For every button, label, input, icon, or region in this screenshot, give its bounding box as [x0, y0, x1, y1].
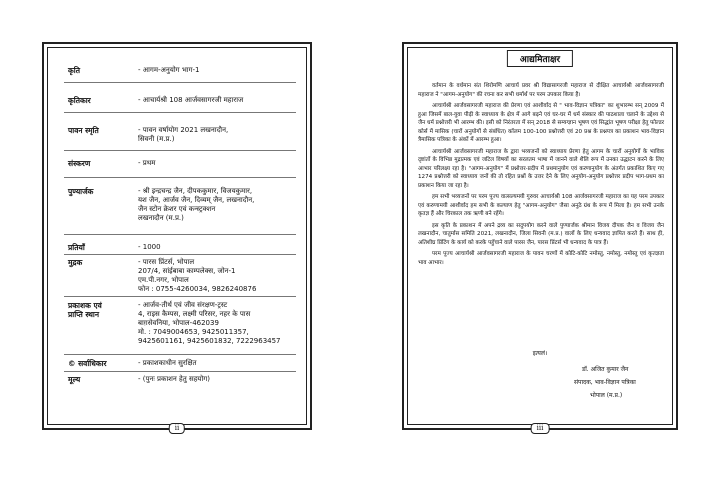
paragraph: परम पूज्य आचार्यश्री आर्जवसागरजी महाराज के पावन चरणों में कोटि-कोटि नमोस्तु, नमोस्तु, नमोस्तु एवं कृतज्ञता भाव आभार।: [418, 251, 664, 266]
signature-role: संपादक, भाव-विज्ञान पत्रिका: [574, 379, 636, 386]
paragraph: हम सभी भव्यजनों पर परम पूज्य वात्सल्यमयी गुरुवर आचार्यश्री 108 आर्जवसागरजी महाराज का यह परम उपकार एवं करुणामयी आशीर्वाद हम सभी के कल्याण हेतु "आगम-अनुयोग" जैसा अनुठे ग्रंथ के रूप में मिला है। हम सभी उनके कृतज्ञ हैं और चिरकाल तक ऋणी बने रहेंगे।: [418, 194, 664, 217]
row-value: - श्री इन्द्रचन्द्र जैन, दीपककुमार, विजयकुमार, यश जैन, आर्जव जैन, दिव्यम् जैन, लखनादौन, जैन स्टोन क्रेशर एवं कन्स्ट्रक्शन लखनादौन (म.प्र.): [138, 187, 255, 222]
row-label: पुण्यार्जक: [68, 187, 94, 196]
signature-name: डॉ. अजित कुमार जैन: [582, 366, 629, 373]
divider: [64, 82, 296, 83]
row-value: - आचार्यश्री 108 आर्जवसागरजी महाराज: [138, 96, 244, 104]
row-label: प्रकाशक एवं प्राप्ति स्थान: [68, 301, 102, 319]
divider: [64, 234, 296, 235]
divider: [64, 371, 296, 372]
divider: [64, 296, 296, 297]
page-number: ii: [169, 423, 185, 434]
row-value: - प्रथम: [138, 159, 156, 167]
page-number: iii: [531, 423, 550, 434]
row-value: - पारस प्रिंटर्स, भोपाल 207/4, सांईबाबा काम्पलेक्स, जोन-1 एम.पी.नगर, भोपाल फोन : 0755-4260034, 9826240876: [138, 258, 257, 293]
right-page: [402, 42, 678, 430]
divider: [64, 354, 296, 355]
row-label: कृतिकार: [68, 96, 91, 105]
row-value: - आगम-अनुयोग भाग-1: [138, 66, 200, 74]
closing-text: इत्यलं।: [532, 350, 548, 357]
divider: [64, 112, 296, 113]
row-label: मूल्य: [68, 375, 81, 384]
row-value: - पावन वर्षायोग 2021 लखनादौन, सिवनी (म.प्र.): [138, 126, 229, 143]
row-value: - आर्जव-तीर्थ एवं जीव संरक्षण-ट्रस्ट 4, राइस कैम्पस, लक्ष्मी परिसर, नहर के पास बाग़सेवनिया, भोपाल-462039 मो. : 7049004653, 9425011357, 9425601161, 9425601832, 7222963457: [138, 301, 281, 345]
paragraph: आचार्यश्री आर्जवसागरजी महाराज के द्वारा भव्यजनों को स्वाध्याय प्रेरणा हेतु आगम के चारों अनुयोगों के भाविक दृष्टांतों के विभिन्न मुद्रात्मक एवं जटिल विषयों का सरलतम भाषा में जानने वाले शैलि रूप में उनका उद्धाटन करने के लिए आभार परिलक्ष्य रहा है। "आगम-अनुयोग" में प्रश्नोत्तर-प्रदीप में प्रथमानुयोग एवं करणानुयोग के अंतर्गत प्रकाशित किए गए 1274 प्रश्नोत्तरी को स्वाध्याय जनों की तो रहित प्रश्नों के उत्तर देने के लिए अनुयोग-अनुयोग प्रश्नोत्तर प्रदीप भाग-प्रथम का प्रकाशन किया जा रहा है।: [418, 148, 664, 189]
row-label: मुद्रक: [68, 258, 83, 267]
divider: [64, 254, 296, 255]
left-page: [42, 42, 312, 430]
body-text: [418, 82, 664, 270]
row-value: - (पुनः प्रकाशन हेतु सहयोग): [138, 375, 210, 383]
row-label: प्रतियाँ: [68, 243, 85, 252]
paragraph: इस कृति के प्रकाशन में अपने द्रव्य का सदुपयोग करने वाले पुण्यार्जक श्रीमान विजय दीपक जैन व विजय जैन लखनादौन, चातुर्मास समिति 2021, लखनादौन, जिला सिवनी (म.प्र.) वालों के लिए धन्यवाद ज्ञापित करते हैं। साथ ही, अतिशीघ्र प्रिंटिंग के कार्य को करके पहुँचाने वाले पारस जैन, पारस प्रिंटर्स भी धन्यवाद के पात्र हैं।: [418, 222, 664, 246]
row-value: - प्रकाशकाधीन सुरक्षित: [138, 359, 197, 367]
row-label: © सर्वाधिकार: [68, 359, 107, 368]
divider: [64, 177, 296, 178]
paragraph: आचार्यश्री आर्जवसागरजी महाराज की प्रेरणा एवं आशीर्वाद से " भाव-विज्ञान पत्रिका" का शुभारम्भ सन् 2009 में हुआ जिसमें बाल-युवा पीढ़ी के स्वाध्याय के क्षेत्र में आगे बढ़ने एवं घर-घर में धर्म संस्कार की पाठशाला चलाने के उद्देश्य से जैन धर्म प्रश्नोत्तरी भी आरम्भ की। इसी को निरंतरता में सन् 2018 से सम्यग्ज्ञान भूषण एवं सिद्धांत भूषण परीक्षा हेतु फोल्डर कोर्स में मासिक (चारों अनुयोगों से संबंधित) कॉलम 100-100 प्रश्नोत्तरी एवं 20 प्रश्न के प्रश्नपत्र का प्रकाशन भाव-विज्ञान त्रैमासिक पत्रिका के अंकों में आरम्भ हुआ।: [418, 103, 664, 143]
signature-place: भोपाल (म.प्र.): [590, 392, 623, 399]
row-label: पावन स्मृति: [68, 126, 99, 135]
row-label: संस्करण: [68, 159, 91, 168]
paragraph: वर्तमान के वर्धमान संत शिरोमणि आचार्य प्रवर श्री विद्यासागरजी महाराज से दीक्षित आचार्यश्री आर्जवसागरजी महाराज ने "आगम-अनुयोग" की रचना कर सभी धर्मार्थ पर परम उपकार किया है।: [418, 83, 664, 98]
row-label: कृति: [68, 66, 80, 75]
row-value: - 1000: [138, 243, 161, 251]
page-title: आद्यमिताक्षर: [507, 50, 573, 67]
divider: [64, 150, 296, 151]
